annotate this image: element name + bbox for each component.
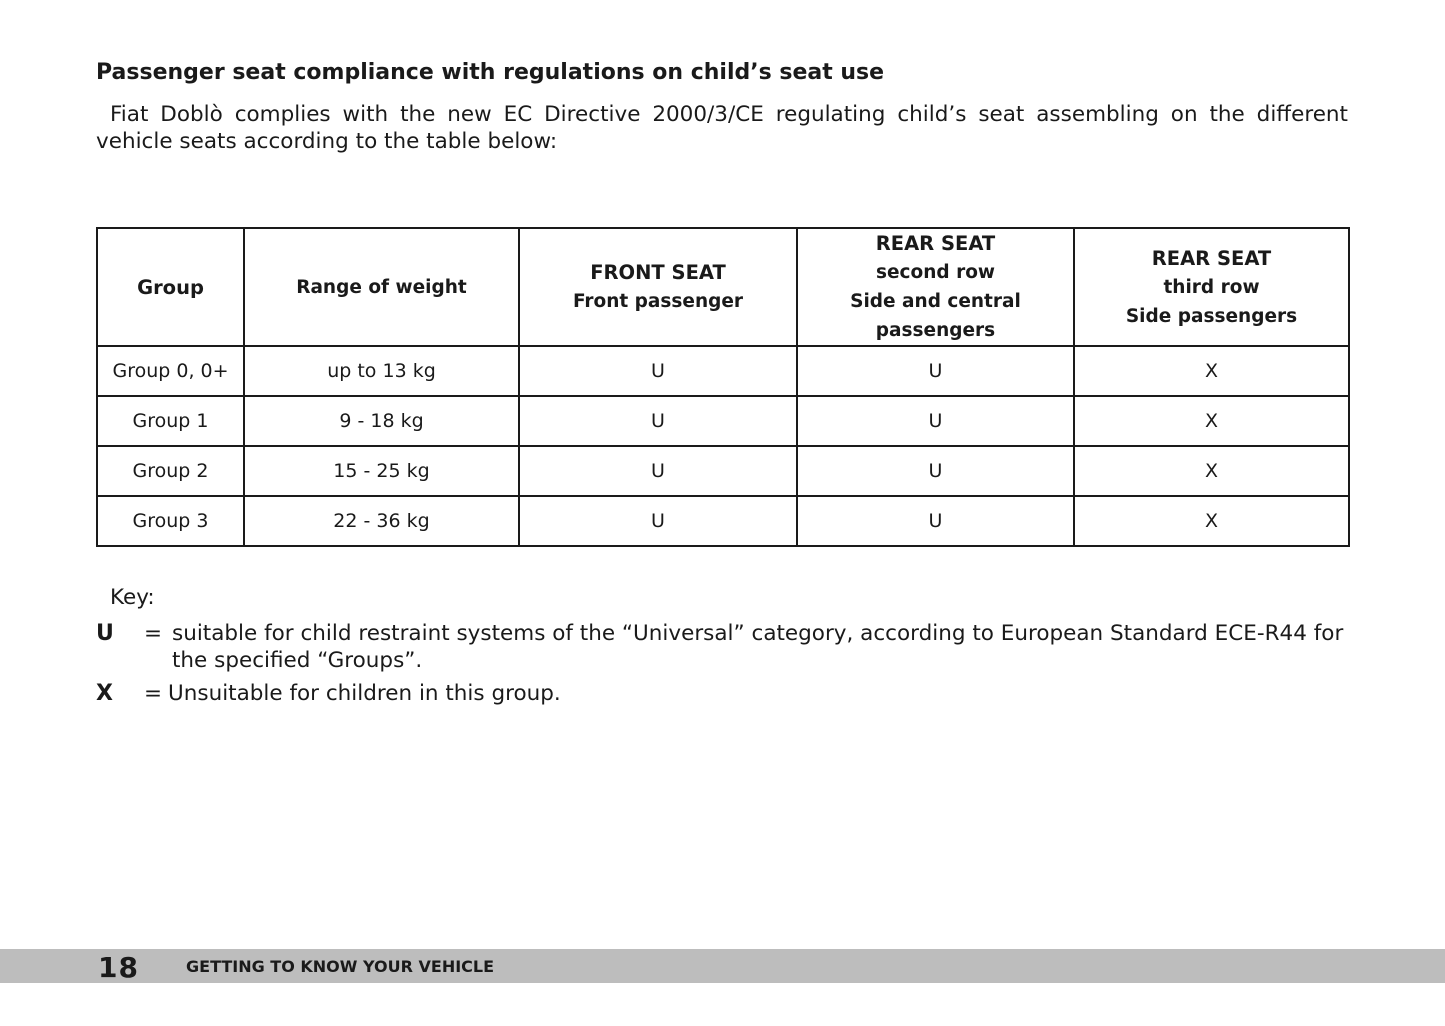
key-item-x [96,680,1348,708]
header-main: REAR SEAT [1151,246,1272,270]
header-sub: Front passenger [572,291,744,312]
cell-group: Group 0, 0+ [97,346,244,396]
header-main: Range of weight [296,276,467,298]
header-rear-seat-third-row [1074,228,1349,346]
cell-group: Group 3 [97,496,244,546]
cell-front-seat: U [519,346,797,396]
table-row [97,346,1349,396]
cell-rear-third-row: X [1074,496,1349,546]
table-header-row [97,228,1349,346]
header-sub: Side passengers [1125,305,1298,327]
cell-group: Group 2 [97,446,244,496]
cell-weight: 9 - 18 kg [244,396,519,446]
header-group [97,228,244,346]
footer-section-title: GETTING TO KNOW YOUR VEHICLE [186,957,495,976]
key-description: Unsuitable for children in this group. [168,681,561,706]
header-rear-seat-second-row [797,228,1074,346]
header-sub: Side and central passengers [850,291,1021,341]
key-item-u [96,620,1348,676]
table-row [97,496,1349,546]
header-weight [244,228,519,346]
key-label: Key: [110,585,155,610]
key-description: suitable for child restraint systems of the “Universal” category, according to European Standard ECE-R44 for the specified “Groups”. [172,621,1344,673]
cell-rear-second-row: U [797,396,1074,446]
cell-weight: 15 - 25 kg [244,446,519,496]
cell-rear-third-row: X [1074,446,1349,496]
cell-front-seat: U [519,396,797,446]
header-main: FRONT SEAT [590,261,726,284]
cell-rear-second-row: U [797,496,1074,546]
header-main: Group [137,275,204,299]
header-sub: third row [1163,276,1260,298]
header-main: REAR SEAT [875,232,996,255]
cell-rear-third-row: X [1074,396,1349,446]
key-symbol: X [96,681,113,706]
cell-rear-second-row: U [797,446,1074,496]
cell-rear-second-row: U [797,346,1074,396]
cell-front-seat: U [519,446,797,496]
cell-weight: 22 - 36 kg [244,496,519,546]
section-heading: Passenger seat compliance with regulations on child’s seat use [96,60,885,85]
intro-paragraph: Fiat Doblò complies with the new EC Directive 2000/3/CE regulating child’s seat assembling on the different vehicle seats according to the table below: [96,102,1348,154]
cell-weight: up to 13 kg [244,346,519,396]
page-number: 18 [98,951,139,984]
header-front-seat [519,228,797,346]
child-seat-compliance-table [96,227,1350,547]
key-equals: = [144,621,163,646]
table-row [97,446,1349,496]
key-equals: = [144,681,163,706]
cell-rear-third-row: X [1074,346,1349,396]
cell-front-seat: U [519,496,797,546]
header-sub: second row [875,262,995,283]
cell-group: Group 1 [97,396,244,446]
key-symbol: U [96,621,114,646]
table-row [97,396,1349,446]
